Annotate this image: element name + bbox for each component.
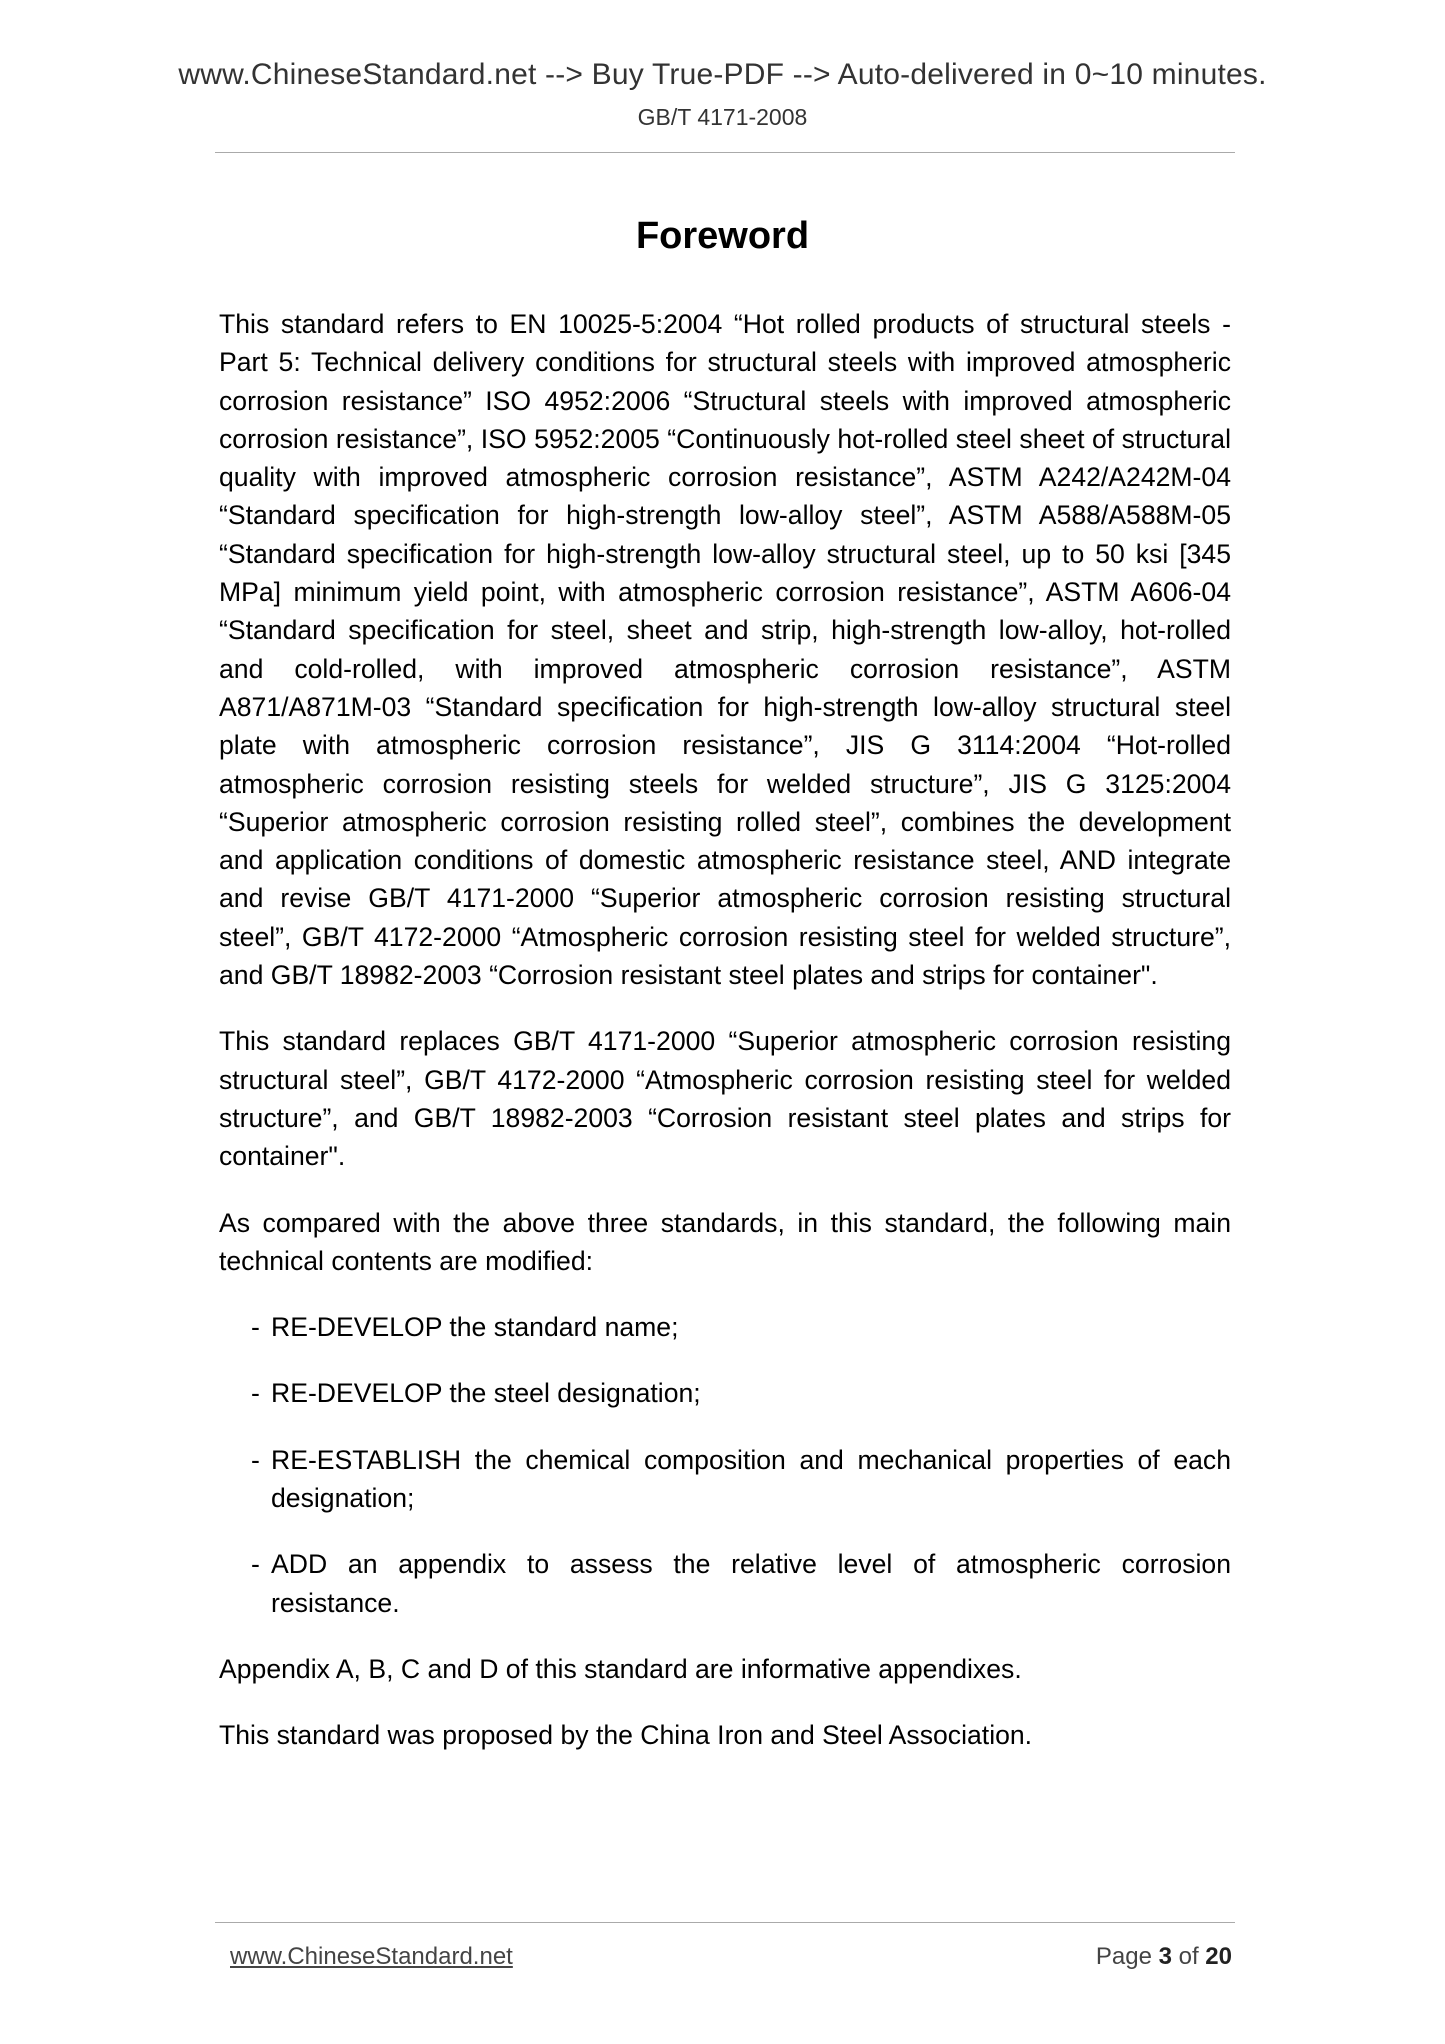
paragraph-proposed: This standard was proposed by the China Iron and Steel Association. xyxy=(219,1720,1033,1751)
paragraph-appendix: Appendix A, B, C and D of this standard are informative appendixes. xyxy=(219,1653,1022,1684)
page-of: of xyxy=(1171,1943,1206,1970)
page-total: 20 xyxy=(1205,1943,1232,1970)
header-doc-id: GB/T 4171-2008 xyxy=(637,104,808,130)
footer-divider xyxy=(215,1922,1235,1923)
list-item xyxy=(219,1374,1231,1412)
paragraph-comparison: As compared with the above three standards, in this standard, the following main technical contents are modified: xyxy=(219,1207,1231,1276)
list-bullet: - xyxy=(251,1444,260,1475)
footer-website-link[interactable]: www.ChineseStandard.net xyxy=(230,1943,513,1970)
list-item-text: RE-DEVELOP the steel designation; xyxy=(271,1378,701,1409)
list-item-text: RE-ESTABLISH the chemical composition and mechanical properties of each designation; xyxy=(271,1444,1231,1514)
page-current: 3 xyxy=(1158,1943,1172,1970)
list-item-text: RE-DEVELOP the standard name; xyxy=(271,1312,679,1343)
changes-list xyxy=(219,1308,1231,1622)
list-bullet: - xyxy=(251,1312,260,1343)
header-banner: www.ChineseStandard.net --> Buy True-PDF --> Auto-delivered in 0~10 minutes. xyxy=(178,58,1267,91)
page-prefix: Page xyxy=(1095,1943,1159,1970)
list-item xyxy=(219,1308,1231,1346)
list-item xyxy=(219,1545,1231,1622)
list-bullet: - xyxy=(251,1378,260,1409)
page-number xyxy=(1096,1943,1232,1971)
list-item xyxy=(219,1441,1231,1518)
list-bullet: - xyxy=(251,1549,260,1580)
page-title: Foreword xyxy=(635,215,810,257)
paragraph-references: This standard refers to EN 10025-5:2004 “Hot rolled products of structural steels - Part 5: Technical delivery conditions for structural steels with improved atmospheric corrosion resistance” ISO 4952:2006 “Structural steels with improved atmospheric corrosion resistance”, ISO 5952:2005 “Continuously hot-rolled steel sheet of structural quality with improved atmospheric corrosion resistance”, ASTM A242/A242M-04 “Standard specification for high-strength low-alloy steel”, ASTM A588/A588M-05 “Standard specification for high-strength low-alloy structural steel, up to 50 ksi [345 MPa] minimum yield point, with atmospheric corrosion resistance”, ASTM A606-04 “Standard specification for steel, sheet and strip, high-strength low-alloy, hot-rolled and cold-rolled, with improved atmospheric corrosion resistance”, ASTM A871/A871M-03 “Standard specification for high-strength low-alloy structural steel plate with atmospheric corrosion resistance”, JIS G 3114:2004 “Hot-rolled atmospheric corrosion resisting steels for welded structure”, JIS G 3125:2004 “Superior atmospheric corrosion resisting rolled steel”, combines the development and application conditions of domestic atmospheric resistance steel, AND integrate and revise GB/T 4171-2000 “Superior atmospheric corrosion resisting structural steel”, GB/T 4172-2000 “Atmospheric corrosion resisting steel for welded structure”, and GB/T 18982-2003 “Corrosion resistant steel plates and strips for container". xyxy=(219,309,1231,991)
paragraph-replaces: This standard replaces GB/T 4171-2000 “Superior atmospheric corrosion resisting structural steel”, GB/T 4172-2000 “Atmospheric corrosion resisting steel for welded structure”, and GB/T 18982-2003 “Corrosion resistant steel plates and strips for container". xyxy=(219,1026,1231,1172)
list-item-text: ADD an appendix to assess the relative level of atmospheric corrosion resistance. xyxy=(271,1549,1231,1618)
main-content xyxy=(219,305,1231,1783)
header-divider xyxy=(215,152,1235,153)
